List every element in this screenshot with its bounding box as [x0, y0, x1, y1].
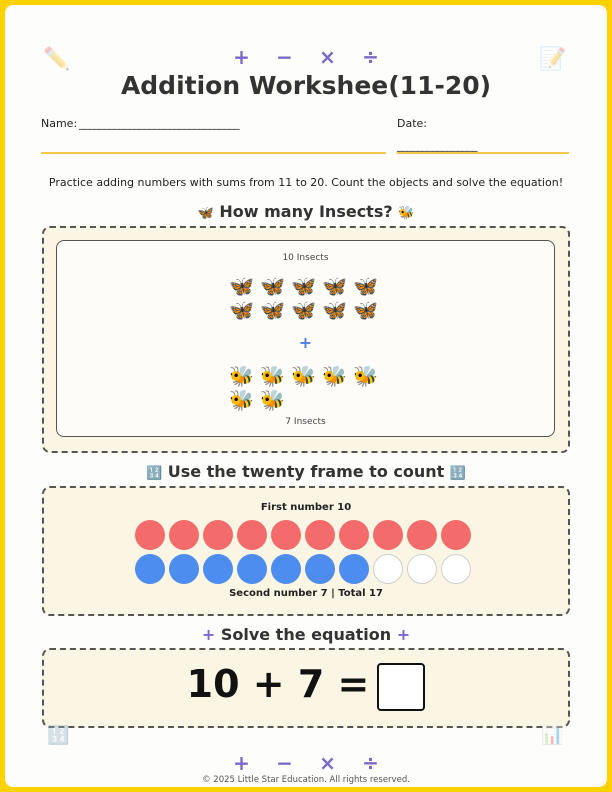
date-underline — [397, 152, 569, 154]
bee-icon: 🐝 — [229, 364, 254, 388]
bee-icon: 🐝 — [260, 364, 285, 388]
bee-icon: 🐝 — [353, 364, 378, 388]
operator-row-top — [5, 45, 607, 69]
section-equation-title — [5, 625, 607, 644]
red-counter — [305, 520, 335, 550]
red-counter — [407, 520, 437, 550]
butterfly-icon: 🦋 — [322, 274, 347, 298]
pencil-icon: ✏️ — [43, 47, 71, 72]
date-field[interactable]: ________________ — [397, 139, 477, 152]
numbers-icon: 🔢 — [145, 466, 163, 481]
numbers-icon: 🔢 — [449, 466, 467, 481]
blue-counter — [271, 554, 301, 584]
butterfly-icon: 🦋 — [260, 274, 285, 298]
second-number-caption: Second number 7 | Total 17 — [229, 588, 383, 599]
notepad-icon: 📝 — [539, 47, 567, 72]
blue-counter — [339, 554, 369, 584]
equation — [44, 662, 568, 711]
bee-grid — [229, 365, 384, 411]
frame-row-2 — [135, 554, 471, 584]
butterfly-icon: 🦋 — [353, 274, 378, 298]
red-counter — [373, 520, 403, 550]
minus-icon: − — [276, 751, 293, 775]
bottom-count-caption: 7 Insects — [285, 417, 326, 427]
plus-icon: + — [201, 625, 216, 644]
bee-icon: 🐝 — [322, 364, 347, 388]
blue-counter — [169, 554, 199, 584]
butterfly-icon: 🦋 — [322, 298, 347, 322]
empty-counter — [407, 554, 437, 584]
frame-row-1 — [135, 520, 471, 550]
twenty-frame-panel — [42, 486, 570, 616]
equation-text: 10 + 7 = — [186, 662, 370, 706]
times-icon: × — [319, 45, 336, 69]
butterfly-icon: 🦋 — [291, 298, 316, 322]
answer-box[interactable] — [377, 663, 425, 711]
bee-icon: 🐝 — [260, 388, 285, 412]
page-title: Addition Workshee(11-20) — [120, 71, 492, 100]
plus-sign: + — [298, 333, 313, 352]
butterfly-icon: 🦋 — [353, 298, 378, 322]
equation-panel — [42, 648, 570, 728]
name-underline — [41, 152, 386, 154]
plus-icon: + — [233, 45, 250, 69]
plus-icon: + — [233, 751, 250, 775]
blue-counter — [135, 554, 165, 584]
butterfly-icon: 🦋 — [291, 274, 316, 298]
name-label: Name: — [41, 117, 78, 130]
blue-counter — [237, 554, 267, 584]
red-counter — [441, 520, 471, 550]
red-counter — [271, 520, 301, 550]
numbers-icon: 🔢 — [47, 725, 70, 746]
section-frame-title — [5, 462, 607, 481]
blue-counter — [305, 554, 335, 584]
bee-icon: 🐝 — [291, 364, 316, 388]
top-count-caption: 10 Insects — [282, 253, 329, 263]
section-equation-label: Solve the equation — [220, 625, 392, 644]
blue-counter — [203, 554, 233, 584]
operator-row-bottom — [5, 751, 607, 775]
insects-panel — [42, 226, 570, 453]
butterfly-grid — [229, 275, 384, 321]
section-frame-label: Use the twenty frame to count — [167, 462, 445, 481]
butterfly-icon: 🦋 — [229, 298, 254, 322]
insects-card — [56, 240, 555, 437]
instructions: Practice adding numbers with sums from 11 to 20. Count the objects and solve the equation! — [48, 176, 564, 189]
bee-icon: 🐝 — [229, 388, 254, 412]
red-counter — [169, 520, 199, 550]
divide-icon: ÷ — [362, 45, 379, 69]
red-counter — [339, 520, 369, 550]
butterfly-icon: 🦋 — [229, 274, 254, 298]
name-field[interactable]: ________________________________ — [79, 117, 239, 130]
red-counter — [203, 520, 233, 550]
copyright: © 2025 Little Star Education. All rights reserved. — [202, 775, 410, 785]
red-counter — [135, 520, 165, 550]
butterfly-icon: 🦋 — [197, 206, 214, 221]
chart-icon: 📊 — [541, 725, 564, 746]
first-number-caption: First number 10 — [260, 502, 352, 513]
section-insects-title — [5, 202, 607, 221]
divide-icon: ÷ — [362, 751, 379, 775]
minus-icon: − — [276, 45, 293, 69]
empty-counter — [373, 554, 403, 584]
section-insects-label: How many Insects? — [219, 202, 393, 221]
worksheet — [5, 5, 607, 787]
red-counter — [237, 520, 267, 550]
bee-icon: 🐝 — [398, 206, 415, 221]
empty-counter — [441, 554, 471, 584]
butterfly-icon: 🦋 — [260, 298, 285, 322]
times-icon: × — [319, 751, 336, 775]
date-label: Date: — [397, 117, 427, 130]
plus-icon: + — [396, 625, 411, 644]
